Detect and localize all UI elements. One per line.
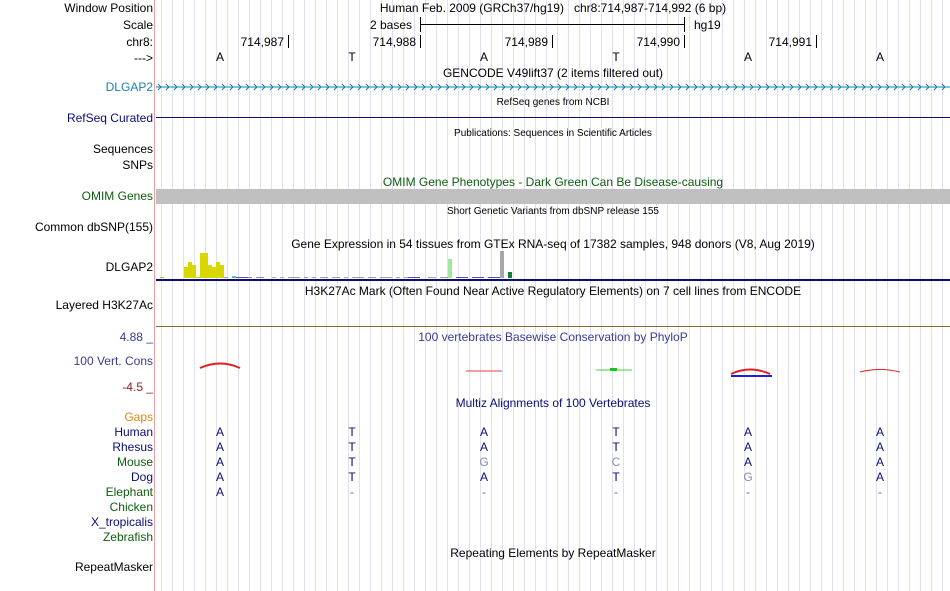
gtex-tissue-bar[interactable]	[280, 277, 284, 278]
species-label-x_tropicalis[interactable]: X_tropicalis	[90, 515, 153, 529]
species-label-mouse[interactable]: Mouse	[116, 455, 153, 469]
aligned-base: A	[479, 440, 488, 454]
coordinate-tick	[420, 35, 421, 48]
aligned-base: C	[611, 455, 621, 469]
aligned-base: A	[743, 455, 752, 469]
aligned-base: G	[743, 470, 753, 484]
label-divider	[154, 0, 155, 591]
dlgap2-gene-feature[interactable]	[156, 81, 950, 93]
coordinate-label: 714,988	[372, 35, 416, 49]
scale-bar	[420, 24, 684, 25]
gtex-tissue-bar[interactable]	[416, 277, 420, 278]
aligned-base: -	[350, 485, 354, 499]
reference-base: T	[612, 50, 620, 64]
aligned-base: T	[612, 470, 620, 484]
reference-base: A	[743, 50, 752, 64]
track-label-repeatmasker[interactable]: RepeatMasker	[74, 560, 153, 574]
species-label-zebrafish[interactable]: Zebrafish	[102, 530, 153, 544]
aligned-base: A	[875, 470, 884, 484]
gtex-tissue-bar[interactable]	[396, 277, 400, 278]
species-label-elephant[interactable]: Elephant	[105, 485, 153, 499]
aligned-base: -	[482, 485, 486, 499]
coordinate-label: 714,987	[240, 35, 284, 49]
gtex-tissue-bar[interactable]	[304, 277, 308, 278]
coordinate-tick	[288, 35, 289, 48]
species-label-dog[interactable]: Dog	[130, 470, 153, 484]
track-label-refseq-curated[interactable]: RefSeq Curated	[66, 111, 153, 125]
gtex-tissue-bar[interactable]	[312, 277, 316, 278]
aligned-base: -	[878, 485, 882, 499]
gtex-tissue-bar[interactable]	[500, 251, 504, 278]
aligned-base: T	[348, 455, 356, 469]
omim-gene-block[interactable]	[156, 189, 950, 204]
gtex-tissue-bar[interactable]	[508, 272, 512, 278]
aligned-base: T	[348, 425, 356, 439]
aligned-base: T	[612, 440, 620, 454]
h3k27ac-track-title: H3K27Ac Mark (Often Found Near Active Regulatory Elements) on 7 cell lines from ENCODE	[304, 284, 802, 298]
reference-base: A	[215, 50, 224, 64]
refseq-gene-line[interactable]	[156, 117, 950, 118]
aligned-base: -	[746, 485, 750, 499]
species-label-human[interactable]: Human	[114, 425, 153, 439]
track-label-gaps[interactable]: Gaps	[124, 410, 153, 424]
coordinate-tick	[552, 35, 553, 48]
gencode-track-title: GENCODE V49lift37 (2 items filtered out)	[442, 66, 664, 80]
aligned-base: A	[215, 470, 224, 484]
reference-base: A	[875, 50, 884, 64]
reference-base: T	[348, 50, 356, 64]
aligned-base: A	[215, 485, 224, 499]
refseq-track-title: RefSeq genes from NCBI	[496, 97, 610, 108]
conservation-track-title: 100 vertebrates Basewise Conservation by PhyloP	[418, 330, 688, 344]
track-label-sequences[interactable]: Sequences	[92, 142, 153, 156]
gtex-tissue-bar[interactable]	[296, 277, 300, 278]
gtex-tissue-bar[interactable]	[324, 277, 328, 278]
coordinate-tick	[816, 35, 817, 48]
aligned-base: T	[612, 425, 620, 439]
repeatmasker-track-title: Repeating Elements by RepeatMasker	[450, 546, 656, 560]
multiz-track-title: Multiz Alignments of 100 Vertebrates	[455, 396, 651, 410]
track-label-snps[interactable]: SNPs	[122, 158, 153, 172]
gtex-tissue-bar[interactable]	[360, 277, 364, 278]
aligned-base: A	[743, 440, 752, 454]
aligned-base: A	[479, 470, 488, 484]
gtex-tissue-bar[interactable]	[260, 277, 264, 278]
gtex-tissue-bar[interactable]	[224, 277, 228, 278]
gtex-bar-chart[interactable]	[160, 251, 520, 278]
gtex-tissue-bar[interactable]	[388, 277, 392, 278]
track-label-dlgap2[interactable]: DLGAP2	[105, 80, 153, 94]
reference-base: A	[479, 50, 488, 64]
gtex-tissue-bar[interactable]	[336, 277, 340, 278]
coordinate-label: 714,991	[768, 35, 812, 49]
track-label-100-vert-cons[interactable]: 100 Vert. Cons	[73, 354, 153, 368]
phylop-peak-5	[731, 370, 770, 375]
scale-bar-right	[684, 17, 685, 32]
aligned-base: T	[348, 470, 356, 484]
gtex-tissue-bar[interactable]	[272, 277, 276, 278]
omim-track-title: OMIM Gene Phenotypes - Dark Green Can Be Disease-causing	[382, 175, 724, 189]
phylop-peak-1	[200, 364, 240, 369]
aligned-base: A	[215, 425, 224, 439]
coordinate-label: 714,990	[636, 35, 680, 49]
track-labels	[0, 0, 153, 591]
gtex-tissue-bar[interactable]	[372, 277, 376, 278]
strand-arrow-label: --->	[134, 51, 153, 65]
aligned-base: T	[348, 440, 356, 454]
track-label-common-dbsnp[interactable]: Common dbSNP(155)	[34, 220, 153, 234]
aligned-base: -	[614, 485, 618, 499]
phylop-conservation-plot[interactable]	[156, 355, 950, 385]
phylop-peak-6	[860, 370, 900, 373]
gtex-tissue-bar[interactable]	[344, 277, 348, 278]
scale-text: 2 bases	[370, 18, 413, 32]
aligned-base: A	[215, 455, 224, 469]
window-position-label: Window Position	[64, 1, 153, 15]
chromosome-label: chr8:	[126, 35, 153, 49]
gtex-tissue-bar[interactable]	[248, 277, 252, 278]
gtex-tissue-bar[interactable]	[480, 277, 484, 278]
gtex-tissue-bar[interactable]	[160, 277, 164, 278]
browser-image[interactable]	[156, 0, 950, 591]
gtex-tissue-bar[interactable]	[432, 277, 436, 278]
aligned-base: A	[875, 455, 884, 469]
publications-track-title: Publications: Sequences in Scientific Articles	[454, 128, 652, 139]
position-text: chr8:714,987-714,992 (6 bp)	[574, 1, 727, 15]
gtex-tissue-bar[interactable]	[448, 259, 452, 278]
track-label-omim-genes[interactable]: OMIM Genes	[81, 189, 153, 203]
assembly-text: Human Feb. 2009 (GRCh37/hg19)	[379, 1, 564, 15]
gtex-gene-line	[156, 279, 950, 281]
aligned-base: A	[215, 440, 224, 454]
aligned-base: A	[479, 425, 488, 439]
dbsnp-track-title: Short Genetic Variants from dbSNP release 155	[447, 206, 659, 217]
scale-db-text: hg19	[694, 18, 721, 32]
species-label-chicken[interactable]: Chicken	[109, 500, 153, 514]
coordinate-tick	[684, 35, 685, 48]
aligned-base: A	[875, 440, 884, 454]
aligned-base: G	[479, 455, 489, 469]
aligned-base: A	[875, 425, 884, 439]
track-label-layered-h3k27ac[interactable]: Layered H3K27Ac	[55, 298, 153, 312]
conservation-min-label: -4.5 _	[122, 380, 153, 394]
conservation-max-label: 4.88 _	[119, 330, 153, 344]
coordinate-label: 714,989	[504, 35, 548, 49]
h3k27ac-signal-baseline	[156, 326, 950, 327]
gtex-tissue-bar[interactable]	[464, 277, 468, 278]
scale-label: Scale	[122, 18, 153, 32]
track-label-gtex-dlgap2[interactable]: DLGAP2	[105, 260, 153, 274]
position-header	[156, 1, 950, 15]
gtex-track-title: Gene Expression in 54 tissues from GTEx RNA-seq of 17382 samples, 948 donors (V8, Aug 2019)	[291, 237, 815, 251]
phylop-peak-4-mark	[610, 368, 617, 371]
species-label-rhesus[interactable]: Rhesus	[112, 440, 153, 454]
aligned-base: A	[743, 425, 752, 439]
